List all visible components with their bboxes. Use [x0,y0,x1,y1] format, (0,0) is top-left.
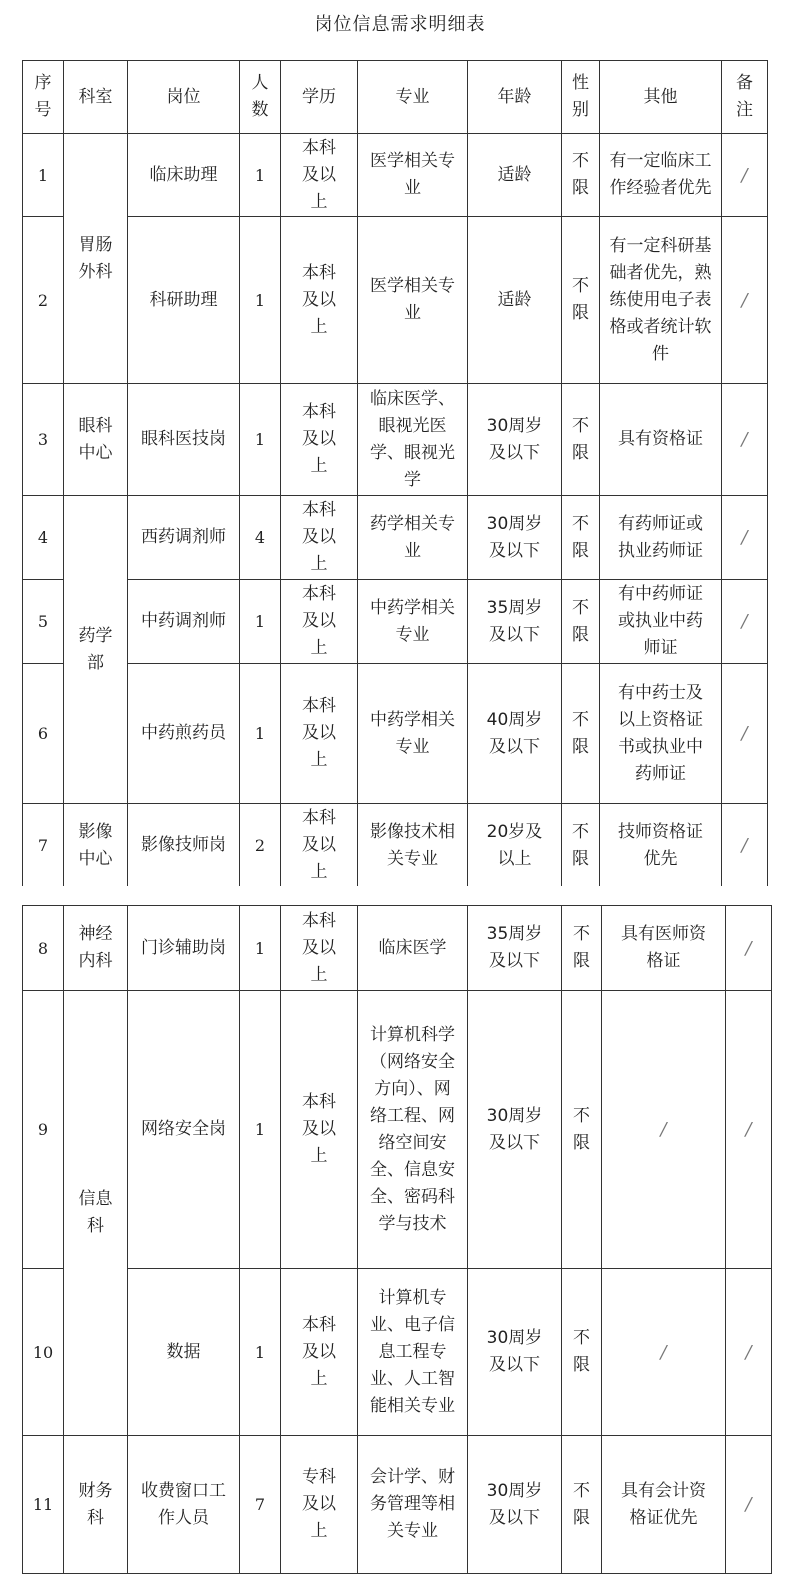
cell-edu: 本科及以上 [281,991,358,1269]
cell-count: 1 [240,384,281,496]
header-cell-count: 人数 [240,61,281,134]
table-row [23,804,768,888]
cell-no: 7 [23,804,64,888]
cell-count: 1 [240,906,281,991]
cell-count: 4 [240,496,281,580]
cell-count: 1 [240,1269,281,1436]
cell-no: 3 [23,384,64,496]
cell-major: 中药学相关专业 [358,580,468,664]
cell-gender: 不限 [562,1436,602,1574]
table-row [23,580,768,664]
cell-post: 网络安全岗 [128,991,240,1269]
cell-age: 30周岁及以下 [468,1269,562,1436]
page-title: 岗位信息需求明细表 [314,14,486,35]
cell-other: 具有医师资格证 [602,906,726,991]
cell-post: 中药调剂师 [128,580,240,664]
cell-edu: 本科及以上 [281,217,358,384]
cell-major: 临床医学 [358,906,468,991]
header-cell-no: 序号 [23,61,64,134]
cell-gender: 不限 [562,804,600,888]
header-cell-edu: 学历 [281,61,358,134]
cell-gender: 不限 [562,217,600,384]
cell-age: 40周岁及以下 [468,664,562,804]
cell-major: 医学相关专业 [358,134,468,217]
cell-no: 2 [23,217,64,384]
header-cell-age: 年龄 [468,61,562,134]
table-row [23,217,768,384]
cell-age: 35周岁及以下 [468,580,562,664]
cell-post: 西药调剂师 [128,496,240,580]
cell-gender: 不限 [562,134,600,217]
table-row [23,1269,772,1436]
cell-post: 门诊辅助岗 [128,906,240,991]
cell-edu: 本科及以上 [281,1269,358,1436]
cell-dept: 信息科 [64,991,128,1436]
cell-note: / [722,217,768,384]
cell-age: 适龄 [468,217,562,384]
cell-age: 30周岁及以下 [468,384,562,496]
cell-no: 5 [23,580,64,664]
cell-count: 1 [240,991,281,1269]
cell-count: 2 [240,804,281,888]
cell-no: 6 [23,664,64,804]
table-row [23,384,768,496]
cell-post: 中药煎药员 [128,664,240,804]
table-row [23,496,768,580]
cell-major: 影像技术相关专业 [358,804,468,888]
table-row [23,991,772,1269]
cell-post: 眼科医技岗 [128,384,240,496]
cell-edu: 本科及以上 [281,134,358,217]
cell-note: / [726,1436,772,1574]
cell-note: / [722,496,768,580]
cell-dept: 药学部 [64,496,128,804]
cell-note: / [726,1269,772,1436]
cell-edu: 专科及以上 [281,1436,358,1574]
header-cell-dept: 科室 [64,61,128,134]
cell-note: / [726,991,772,1269]
cell-other: 有一定临床工作经验者优先 [600,134,722,217]
cell-edu: 本科及以上 [281,664,358,804]
table-row [23,134,768,217]
cell-no: 11 [23,1436,64,1574]
cell-dept: 神经内科 [64,906,128,991]
cell-other: 具有资格证 [600,384,722,496]
cell-gender: 不限 [562,991,602,1269]
cell-note: / [726,906,772,991]
cell-edu: 本科及以上 [281,906,358,991]
cell-major: 计算机专业、电子信息工程专业、人工智能相关专业 [358,1269,468,1436]
cell-count: 1 [240,134,281,217]
cell-age: 35周岁及以下 [468,906,562,991]
cell-count: 7 [240,1436,281,1574]
page-break-gap [0,886,800,904]
cell-dept: 眼科中心 [64,384,128,496]
cell-no: 8 [23,906,64,991]
cell-major: 中药学相关专业 [358,664,468,804]
cell-age: 30周岁及以下 [468,1436,562,1574]
cell-other: / [602,991,726,1269]
cell-no: 4 [23,496,64,580]
cell-other: 有中药师证或执业中药师证 [600,580,722,664]
cell-gender: 不限 [562,664,600,804]
cell-gender: 不限 [562,1269,602,1436]
header-cell-gender: 性别 [562,61,600,134]
cell-age: 适龄 [468,134,562,217]
cell-post: 临床助理 [128,134,240,217]
header-cell-note: 备注 [722,61,768,134]
cell-edu: 本科及以上 [281,580,358,664]
cell-no: 1 [23,134,64,217]
cell-count: 1 [240,217,281,384]
cell-dept: 财务科 [64,1436,128,1574]
cell-age: 30周岁及以下 [468,496,562,580]
cell-other: 有药师证或执业药师证 [600,496,722,580]
cell-post: 数据 [128,1269,240,1436]
cell-other: 有一定科研基础者优先，熟练使用电子表格或者统计软件 [600,217,722,384]
cell-age: 20岁及以上 [468,804,562,888]
header-cell-major: 专业 [358,61,468,134]
cell-dept: 影像中心 [64,804,128,888]
cell-other: 有中药士及以上资格证书或执业中药师证 [600,664,722,804]
cell-edu: 本科及以上 [281,384,358,496]
cell-post: 收费窗口工作人员 [128,1436,240,1574]
table-row [23,664,768,804]
cell-count: 1 [240,580,281,664]
cell-other: 具有会计资格证优先 [602,1436,726,1574]
table-row [23,906,772,991]
cell-gender: 不限 [562,906,602,991]
requirements-table-part2 [22,905,772,1574]
cell-gender: 不限 [562,384,600,496]
cell-note: / [722,134,768,217]
requirements-table-part1 [22,60,768,888]
cell-no: 10 [23,1269,64,1436]
cell-post: 影像技师岗 [128,804,240,888]
cell-major: 会计学、财务管理等相关专业 [358,1436,468,1574]
cell-major: 药学相关专业 [358,496,468,580]
cell-major: 医学相关专业 [358,217,468,384]
cell-major: 计算机科学（网络安全方向）、网络工程、网络空间安全、信息安全、密码科学与技术 [358,991,468,1269]
cell-edu: 本科及以上 [281,804,358,888]
header-row [23,61,768,134]
cell-other: 技师资格证优先 [600,804,722,888]
cell-gender: 不限 [562,496,600,580]
header-cell-other: 其他 [600,61,722,134]
cell-note: / [722,580,768,664]
cell-dept: 胃肠外科 [64,134,128,384]
cell-age: 30周岁及以下 [468,991,562,1269]
table-row [23,1436,772,1574]
cell-post: 科研助理 [128,217,240,384]
cell-no: 9 [23,991,64,1269]
cell-note: / [722,664,768,804]
cell-gender: 不限 [562,580,600,664]
header-cell-post: 岗位 [128,61,240,134]
cell-edu: 本科及以上 [281,496,358,580]
cell-other: / [602,1269,726,1436]
cell-count: 1 [240,664,281,804]
cell-major: 临床医学、眼视光医学、眼视光学 [358,384,468,496]
cell-note: / [722,804,768,888]
cell-note: / [722,384,768,496]
